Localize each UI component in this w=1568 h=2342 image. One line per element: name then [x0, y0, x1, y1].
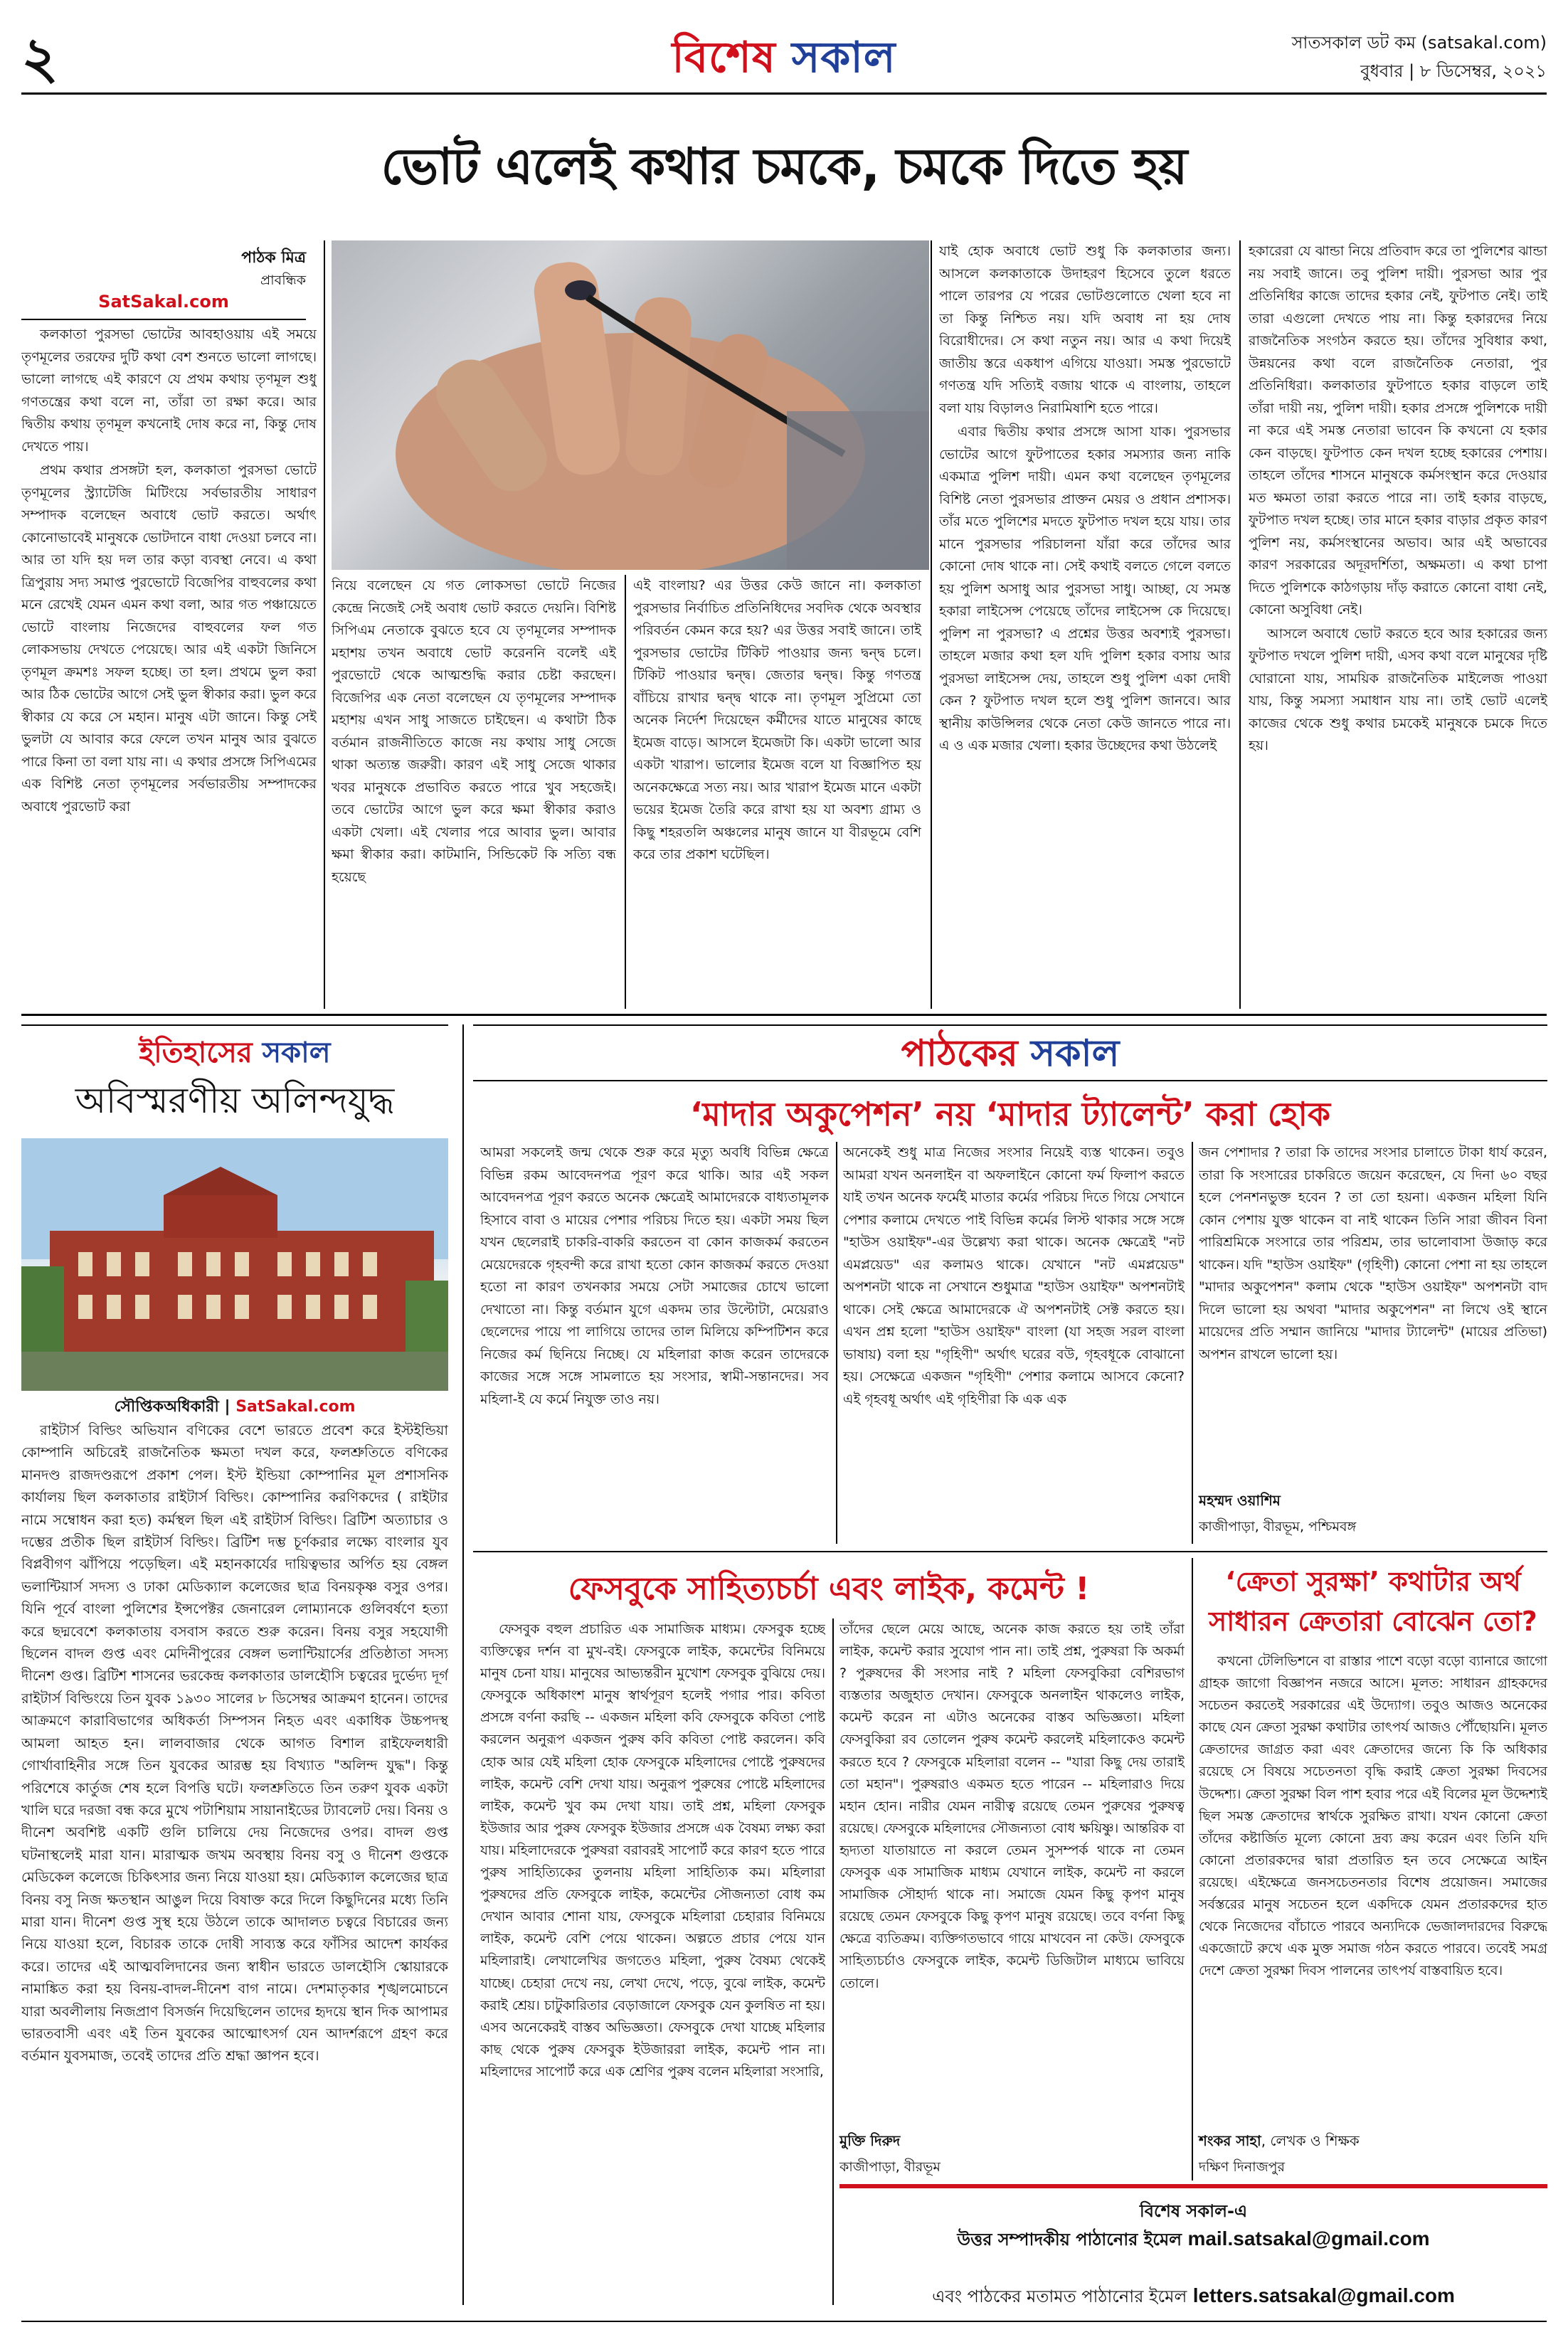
history-site: SatSakal.com	[235, 1398, 356, 1416]
history-top-rule	[21, 1024, 448, 1026]
article2-paragraph: তাঁদের ছেলে মেয়ে আছে, অনেক কাজ করতে হয় তাই তাঁরা লাইক, কমেন্ট করার সুযোগ পান না। তাই প্রশ্ন, পুরুষরা কি অকর্মা ? পুরুষদের কী সংসার নাই ? মহিলা ফেসবুকিরা বেশিরভাগ ব্যস্ততার অজুহাত দেখান। ফেসবুকে অনলাইন থাকলেও লাইক, কমেন্ট করেন না এটাও অনেকের বাস্তব অভিজ্ঞতা। মহিলা ফেসবুকিরা রব তোলেন পুরুষ কমেন্ট করলেই মহিলাকেও কমেন্ট করতে হবে ? ফেসবুকে মহিলারা বলেন -- "যারা কিছু দেয় তারাই তো মহান"। পুরুষরাও একমত হতে পারেন -- মহিলারাও দিয়ে মহান হোন। নারীর যেমন নারীত্ব রয়েছে তেমন পুরুষের পুরুষত্ব রয়েছে। ফেসবুকে মহিলাদের সৌজন্যতা বোধ ক্ষয়িষ্ণু। আন্তরিক বা হৃদ্যতা যাতায়াতে না করলে তেমন সুসম্পর্ক থাকে না তেমন ফেসবুক এক সামাজিক মাধ্যম যেখানে লাইক, কমেন্ট না করলে সামাজিক সৌহার্দ্য থাকে না। সমাজে যেমন কিছু কৃপণ মানুষ রয়েছে তেমন ফেসবুকে কিছু কৃপণ মানুষ রয়েছে। তবে বর্ণনা কিছু ক্ষেত্রে ব্যতিক্রম। ব্যক্তিগতভাবে গায়ে মাখবেন না কেউ। ফেসবুকে সাহিত্যচর্চাও ফেসবুকে লাইক, কমেন্ট ডিজিটাল মাধ্যমে ভাবিয়ে তোলে।	[839, 1622, 1185, 1991]
lead-paragraph: আসলে অবাধে ভোট করতে হবে আর হকারের জন্য ফুটপাত দখলে পুলিশ দায়ী, এসব কথা বলে মানুষের দৃষ্টি ঘোরানো যায়, সাময়িক রাজনৈতিক মাইলেজ পাওয়া যায়, কিন্তু সমস্যা সমাধান যায় না। তাই ভোট এলেই কাজের থেকে শুধু কথার চমকেই মানুষকে চমকে দিতে হয়।	[1249, 625, 1547, 753]
readers-title-rule	[473, 1080, 1547, 1081]
readers-section-title	[473, 1024, 1547, 1086]
history-author: সৌপ্তিকঅধিকারী	[114, 1398, 219, 1416]
byline-rule	[21, 319, 306, 320]
article1-location: কাজীপাড়া, বীরভূম, পশ্চিমবঙ্গ	[1199, 1519, 1357, 1535]
readers-section-part2: সকাল	[1030, 1032, 1120, 1075]
article3-body	[1199, 1650, 1547, 2120]
lead-paragraph: নিয়ে বলেছেন যে গত লোকসভা ভোটে নিজের কেন্দ্রে নিজেই সেই অবাধ ভোট করতে দেয়নি। বিশিষ্ট সিপিএম নেতাকে বুঝতে হবে যে তৃণমূলের সম্পাদক মহাশয় তখন অবাধে ভোট করেননি বলেই এই পুরভোটে থেকে আত্মশুদ্ধি করার চেষ্টা করছেন। বিজেপির এক নেতা বলেছেন যে তৃণমূলের সম্পাদক মহাশয় এখন সাধু সাজতে চাইছেন। এ কথাটা ঠিক বর্তমান রাজনীতিতে কাজে নয় কথায় সাধু সেজে থাকা অত্যন্ত জরুরী। কারণ এই সাধু সেজে থাকার খবর মানুষকে প্রভাবিত করতে পারে খুব সহজেই। তবে ভোটের আগে ভুল করে ক্ষমা স্বীকার করাও একটা খেলা। এই খেলার পরে আবার ভুল। আবার ক্ষমা স্বীকার করা। কাটমানি, সিন্ডিকেট কি সত্যি বন্ধ হয়েছে	[332, 578, 616, 885]
column-rule	[832, 1618, 834, 2305]
lead-column-5	[1249, 240, 1547, 1009]
header-rule	[21, 92, 1547, 95]
lead-paragraph: এই বাংলায়? এর উত্তর কেউ জানে না। কলকাতা পুরসভার নির্বাচিত প্রতিনিধিদের সবদিক থেকে অবস্থার পরিবর্তন কেমন করে হয়? এর উত্তর সবাই জানে। তাই পুরসভার ভোটের টিকিট পাওয়ার জন্য দ্বন্দ্ব চলে। টিকিট পাওয়ার দ্বন্দ্ব। জেতার দ্বন্দ্ব। কিন্তু গণতন্ত্র বাঁচিয়ে রাখার দ্বন্দ্ব থাকে না। তৃণমূল সুপ্রিমো তো অনেক নির্দেশ দিয়েছেন কর্মীদের যাতে মানুষের কাছে ইমেজ বাড়ে। আসলে ইমেজটা কি। একটা ভালো আর একটা খারাপ। ভালোর ইমেজ বলে যা বিজ্ঞাপিত হয় অনেকক্ষেত্রে সত্য নয়। আর খারাপ ইমেজ মানে একটা ভয়ের ইমেজ তৈরি করে রাখা হয় যা অবশ্য গ্রাম্য ও কিছু শহরতলি অঞ্চলের মানুষ জানে যা বীরভূমে বেশি করে তার প্রকাশ ঘটেছিল।	[633, 578, 921, 862]
contact-email-2[interactable]: letters.satsakal@gmail.com	[1192, 2284, 1455, 2306]
contact-line-1	[839, 2227, 1547, 2255]
lead-author: পাঠক মিত্র	[241, 249, 306, 267]
history-section-part2: সকাল	[262, 1037, 331, 1069]
lead-paragraph: যাই হোক অবাধে ভোট শুধু কি কলকাতার জন্য। আসলে কলকাতাকে উদাহরণ হিসেবে তুলে ধরতে পালে তারপর যে পরের ভোটগুলোতে খেলা হবে না তা কিন্তু নিশ্চিত নয়। যদি অবাধ না হয় দোষ বিরোধীদের। সে কথা নতুন নয়। আর এ কথা দিয়েই জাতীয় স্তরে একধাপ এগিয়ে যাওয়া। সমস্ত পুরভোটে গণতন্ত্র যদি সত্যিই বজায় থাকে এ বাংলায়, তাহলে বলা যায় বিড়ালও নিরামিষাশি হতে পারে।	[939, 243, 1231, 416]
lead-paragraph: হকারেরা যে ঝান্ডা নিয়ে প্রতিবাদ করে তা পুলিশের ঝান্ডা নয় সবাই জানে। তবু পুলিশ দায়ী। পুরসভা আর পুর প্রতিনিধির কাজে তাদের হকার নেই, ফুটপাত নেই। তাই তারা এগুলো দেখতে পায় না। কিন্তু হকারদের নিয়ে রাজনৈতিক সংগঠন করতে হয়। তাঁদের সুবিধার কথা, উন্নয়নের কথা বলে রাজনৈতিক নেতারা, পুর প্রতিনিধিরা। কলকাতার ফুটপাতে হকার বাড়লে তাই তাঁরা দায়ী নয়, পুলিশ দায়ী। হকার প্রসঙ্গে পুলিশকে দায়ী না করে এই সমস্ত নেতারা ভাবেন কি কখনো যে হকার কেন বাড়ছে। ফুটপাত কেন দখল হচ্ছে হকারের পেশায়। তাহলে তাঁদের শাসনে মানুষকে কর্মসংস্থান করে দেওয়ার মত ক্ষমতা তারা করতে পারে না। তাই হকার বাড়ছে, ফুটপাত দখল হচ্ছে। তার মানে হকার বাড়ার প্রকৃত কারণ পুলিশ নয়, কর্মসংস্থানের অভাব। আর এই অভাবের কারণ সরকারের অদূরদর্শিতা, অক্ষমতা। এ কথা চাপা দিতে পুলিশকে কাঠগড়ায় দাঁড় করাতে কোনো বাধা নেই, কোনো অসুবিধা নেই।	[1249, 243, 1547, 618]
article1-headline: ‘মাদার অকুপেশন’ নয় ‘মাদার ট্যালেন্ট’ করা হোক	[689, 1095, 1331, 1133]
lead-paragraph: প্রথম কথার প্রসঙ্গটা হল, কলকাতা পুরসভা ভোটে তৃণমূলের স্ট্র্যাটেজি মিটিংয়ে সর্বভারতীয় সাধারণ সম্পাদক বলেছেন অবাধে ভোট করতে। অর্থাৎ কোনোভাবেই মানুষকে ভোটদানে বাধা দেওয়া চলবে না। আর তা যদি হয় দল তার কড়া ব্যবস্থা নেবে। এ কথা ত্রিপুরায় সদ্য সমাপ্ত পুরভোটে বিজেপির বাহুবলের কথা মনে রেখেই যেমন এমন কথা বলা, আর গত পঞ্চায়েতে ভোটে বাংলায় নিজেদের বাহুবলের ফল গত লোকসভায় দেখতে পেয়েছে। আর এই একটা জিনিসে তৃণমূল ক্রমশঃ সফল হচ্ছে। তা হল। প্রথমে ভুল করা আর ঠিক ভোটের আগে সেই ভুল স্বীকার করা। ভুল করে স্বীকার যে করে সে মহান। মানুষ এটা জানে। কিন্তু সেই ভুলটা যে আবার করে ফেলে তখন মানুষ আর বুঝতে পারে কিনা তা বলা যায় না। এ কথার প্রসঙ্গে সিপিএমের এক বিশিষ্ট নেতা তৃণমূলের সর্বভারতীয় সম্পাদকের অবাধে পুরভোট করা	[21, 462, 317, 815]
contact-line2-text: এবং পাঠকের মতামত পাঠানোর ইমেল	[932, 2287, 1187, 2306]
page-bottom-rule	[21, 2321, 1547, 2322]
article2-location: কাজীপাড়া, বীরভূম	[839, 2159, 941, 2175]
contact-top-rule	[839, 2184, 1547, 2188]
article1-author: মহম্মদ ওয়াশিম	[1199, 1492, 1281, 1509]
section-divider	[462, 1024, 464, 2305]
voting-finger-illustration	[332, 240, 929, 570]
lead-paragraph: কলকাতা পুরসভা ভোটের আবহাওয়ায় এই সময়ে তৃণমূলের তরফের দুটি কথা বেশ শুনতে ভালো লাগছে। ভালো লাগছে এই কারণে যে প্রথম কথায় তৃণমূল শুধু গণতন্ত্রের কথা বলে না, তাঁরা তা রক্ষা করে। আর দ্বিতীয় কথায় তৃণমূল কখনোই দোষ করে না, কিন্তু দোষ দেখতে পায়।	[21, 327, 317, 455]
column-rule	[836, 1142, 837, 1544]
article3-location: দক্ষিণ দিনাজপুর	[1199, 2159, 1285, 2175]
masthead-part1: বিশেষ	[672, 33, 776, 83]
lead-site: SatSakal.com	[98, 292, 229, 312]
writers-building-illustration	[21, 1138, 448, 1391]
article2-column-2	[839, 1618, 1185, 2124]
history-byline	[21, 1394, 448, 1421]
article3-byline	[1199, 2131, 1360, 2154]
readers-section-part1: পাঠকের	[901, 1032, 1018, 1075]
column-rule	[931, 240, 932, 1009]
article1-paragraph: আমরা সকলেই জন্ম থেকে শুরু করে মৃত্যু অবধি বিভিন্ন ক্ষেত্রে বিভিন্ন রকম আবেদনপত্র পূরণ করে থাকি। আর এই সকল আবেদনপত্র পূরণ করতে অনেক ক্ষেত্রেই আমাদেরকে বাধ্যতামূলক হিসাবে বাবা ও মায়ের পেশার পরিচয় দিতে হয়। একটা সময় ছিল যখন ছেলেরাই চাকরি-বাকরি করতেন বা কোন কাজকর্ম করতেন মেয়েদেরকে গৃহবন্দী করে রাখা হতো কোন কাজকর্ম করতে দেওয়া হতো না কারণ তখনকার সময়ে সেটা সমাজের চোখে ভালো দেখাতো না। কিন্তু বর্তমান যুগে একদম তার উল্টোটা, মেয়েরাও ছেলেদের পায়ে পা লাগিয়ে তাদের তাল মিলিয়ে কম্পিটিশন করে নিজের কর্ম ছিনিয়ে নিচ্ছে। যে মহিলারা কাজ করেন তাদেরকে কাজের সঙ্গে সঙ্গে সামলাতে হয় সংসার, স্বামী-সন্তানদের। সব মহিলা-ই যে কর্মে নিযুক্ত তাও নয়।	[480, 1145, 829, 1407]
article3-author: শংকর সাহা	[1199, 2132, 1261, 2149]
article1-column-2	[843, 1142, 1185, 1544]
lead-column-1	[21, 324, 317, 1007]
voting-finger-photo	[332, 240, 929, 570]
site-name: সাতসকাল ডট কম (satsakal.com)	[1291, 33, 1547, 53]
article1-column-3	[1199, 1142, 1547, 1483]
article2-author: মুক্তি দিরুদ	[839, 2132, 901, 2149]
issue-date: বুধবার | ৮ ডিসেম্বর, ২০২১	[1360, 61, 1547, 81]
writers-building-photo	[21, 1138, 448, 1391]
article1-column-1	[480, 1142, 829, 1544]
page-number: ২	[21, 24, 59, 91]
column-rule	[324, 240, 325, 1009]
lead-bottom-rule	[21, 1014, 1547, 1016]
history-section-title	[21, 1030, 448, 1078]
lead-column-2	[332, 575, 616, 1009]
column-rule	[1239, 240, 1241, 1009]
history-headline: অবিস্মরণীয় অলিন্দযুদ্ধ	[75, 1080, 395, 1121]
contact-line1-text: উত্তর সম্পাদকীয় পাঠানোর ইমেল	[957, 2230, 1182, 2250]
history-section-part1: ইতিহাসের	[139, 1037, 253, 1069]
masthead-part2: সকাল	[791, 33, 896, 83]
column-rule	[1192, 1142, 1193, 1544]
article3-paragraph: কখনো টেলিভিশনে বা রাস্তার পাশে বড়ো বড়ো ব্যানারে জাগো গ্রাহক জাগো বিজ্ঞাপন নজরে আসে। মূলত: সাধারন গ্রাহকদের সচেতন করতেই সরকারের এই উদ্যোগ। তবুও আজও অনেকের কাছে যেন ক্রেতা সুরক্ষা কথাটার তাৎপর্য আজও পৌঁছোয়নি। মূলত ক্রেতাদের জাগ্রত করা এবং ক্রেতাদের জন্যে কি কি অধিকার রয়েছে সে বিষয়ে সচেতনতা বৃদ্ধি করাই ক্রেতা সুরক্ষা দিবসের উদ্দেশ্য। ক্রেতা সুরক্ষা বিল পাশ হবার পরে এই বিলের মূল উদ্দেশ্যই ছিল সমস্ত ক্রেতাদের স্বার্থকে সুরক্ষিত রাখা। যখন কোনো ক্রেতা তাঁদের কষ্টার্জিত মূল্যে কোনো দ্রব্য ক্রয় করেন এবং তিনি যদি কোনো প্রতারকদের দ্বারা প্রতারিত হন তবে সেক্ষেত্রে আইন রয়েছে। এইক্ষেত্রে জনসচেতনতার বিশেষ প্রয়োজন। সমাজের সর্বস্তরের মানুষ সচেতন হলে একদিকে যেমন প্রতারকদের হাত থেকে নিজেদের বাঁচাতে পারবে অন্যদিকে ভেজালদারদের বিরুদ্ধে একজোটে রুখে এক মুক্ত সমাজ গঠন করতে পারবে। তবেই সমগ্র দেশে ক্রেতা সুরক্ষা দিবস পালনের তাৎপর্য বাস্তবায়িত হবে।	[1199, 1654, 1547, 1979]
lead-column-3	[633, 575, 921, 1009]
article1-bottom-rule	[473, 1551, 1547, 1552]
article2-paragraph: ফেসবুক বহুল প্রচারিত এক সামাজিক মাধ্যম। ফেসবুক হচ্ছে ব্যক্তিত্বের দর্শন বা মুখ-বই। ফেসবুকে লাইক, কমেন্টের বিনিময়ে মানুষ চেনা যায়। মানুষের আভ্যন্তরীন মুখোশ ফেসবুক বুঝিয়ে দেয়। ফেসবুকে অধিকাংশ মানুষ স্বার্থপূরণ হলেই পগার পার। কবিতা প্রসঙ্গে বর্ণনা করছি -- একজন মহিলা কবি ফেসবুকে কবিতা পোষ্ট করলেন অনুরূপ একজন পুরুষ কবি কবিতা পোষ্ট করলেন। কবি হোক আর যেই মহিলা হোক ফেসবুকে মহিলাদের পোষ্টে পুরুষদের লাইক, কমেন্ট বেশি দেখা যায়। অনুরূপ পুরুষের পোষ্টে মহিলাদের লাইক, কমেন্ট খুব কম দেখা যায়। তাই প্রশ্ন, মহিলা ফেসবুক ইউজার আর পুরুষ ফেসবুক ইউজার প্রসঙ্গে এক বৈষম্য লক্ষ্য করা যায়। মহিলাদেরকে পুরুষরা বরাবরই সাপোর্ট করে কারণ হতে পারে পুরুষ সাহিত্যিকের তুলনায় মহিলা সাহিত্যিক কম। মহিলারা পুরুষদের প্রতি ফেসবুকে লাইক, কমেন্টের সৌজন্যতা বোধ কম দেখান আবার শোনা যায়, ফেসবুকে মহিলারা চেহারার বিনিময়ে লাইক, কমেন্ট বেশি পেয়ে থাকেন। অল্পতে প্রচার পেয়ে যান মহিলারাই। লেখালেখির জগতেও মহিলা, পুরুষ বৈষম্য থেকেই যাচ্ছে। চেহারা দেখে নয়, লেখা দেখে, পড়ে, বুঝে লাইক, কমেন্ট করাই শ্রেয়। চাটুকারিতার বেড়াজালে ফেসবুক যেন কুলষিত না হয়। এসব অনেকেরই বাস্তব অভিজ্ঞতা। ফেসবুকে দেখা যাচ্ছে মহিলার কাছ থেকে পুরুষ ফেসবুক ইউজাররা লাইক, কমেন্ট পান না। মহিলাদের সাপোর্ট করে এক শ্রেণির পুরুষ বলেন মহিলারা সংসারি,	[480, 1622, 825, 2079]
history-body	[21, 1419, 448, 2291]
article3-headline: ‘ক্রেতা সুরক্ষা’ কথাটার অর্থ সাধারন ক্রেতারা বোঝেন তো?	[1209, 1566, 1537, 1637]
column-rule	[1192, 1558, 1193, 2181]
lead-paragraph: এবার দ্বিতীয় কথার প্রসঙ্গে আসা যাক। পুরসভার ভোটের আগে ফুটপাতের হকার সমস্যার জন্য নাকি একমাত্র পুলিশ দায়ী। এমন কথা বলেছেন তৃণমূলের বিশিষ্ট নেতা পুরসভার প্রাক্তন মেয়র ও প্রধান প্রশাসক। তাঁর মতে পুলিশের মদতে ফুটপাত দখল হয়ে যায়। তার মানে পুরসভার পরিচালনা যাঁরা করে তাঁদের আর কোনো দোষ থাকে না। সেই কথাই বলতে গেলে বলতে হয় পুলিশ অসাধু আর পুরসভা সাধু। আচ্ছা, যে সমস্ত হকারা লাইসেন্স পেয়েছে তাঁদের লাইসেন্স কে দিয়েছে। পুলিশ না পুরসভা? এ প্রশ্নের উত্তর অবশ্যই পুরসভা। তাহলে মজার কথা হল যদি পুলিশ হকার বসায় আর পুরসভা লাইসেন্স দেয়, তাহলে শুধু পুলিশ একা দোষী কেন ? ফুটপাত দখল হলে শুধু পুলিশ জানবে। আর স্থানীয় কাউন্সিলর থেকে নেতা কেউ জানতে পারে না। এ ও এক মজার খেলা। হকার উচ্ছেদের কথা উঠলেই	[939, 424, 1231, 753]
article3-author-role: , লেখক ও শিক্ষক	[1261, 2132, 1360, 2149]
lead-headline: ভোট এলেই কথার চমকে, চমকে দিতে হয়	[381, 137, 1187, 196]
history-separator: |	[224, 1398, 236, 1416]
contact-email-1[interactable]: mail.satsakal@gmail.com	[1187, 2227, 1430, 2250]
column-rule	[625, 575, 626, 1009]
article1-paragraph: জন পেশাদার ? তারা কি তাদের সংসার চালাতে টাকা ধার্য করেন, তারা কি সংসারের চাকরিতে জয়েন করেছেন, যে দিনা ৬০ বছর হলে পেনশনভুক্ত হবেন ? তা তো হয়না। একজন মহিলা যিনি কোন পেশায় যুক্ত থাকেন বা নাই থাকেন তিনি সারা জীবন বিনা পারিশ্রমিকে সংসারে তার পরিশ্রম, তার ভালোবাসা উজাড় করে থাকেন। যদি "হাউস ওয়াইফ" (গৃহিণী) কোনো পেশা না হয় তাহলে "মাদার অকুপেশন" কলাম থেকে "হাউস ওয়াইফ" অপশনটা বাদ দিলে ভালো হয় অথবা "মাদার অকুপেশন" না লিখে ওই স্থানে মায়েদের প্রতি সম্মান জানিয়ে "মাদার ট্যালেন্ট" (মায়ের প্রতিভা) অপশন রাখলে ভালো হয়।	[1199, 1145, 1547, 1362]
lead-column-4	[939, 240, 1231, 1009]
contact-title: বিশেষ সকাল-এ	[1139, 2201, 1248, 2221]
history-paragraph: রাইটার্স বিল্ডিং অভিযান বণিকের বেশে ভারতে প্রবেশ করে ইস্টইন্ডিয়া কোম্পানি অচিরেই রাজনৈতিক ক্ষমতা দখল করে, ফলশ্রুতিতে বণিকের মানদণ্ড রাজদণ্ডরূপে প্রকাশ পেল। ইস্ট ইন্ডিয়া কোম্পানির মূল প্রশাসনিক কার্যালয় ছিল কলকাতার রাইটার্স বিল্ডিং। কোম্পানির করণিকদের ( রাইটার নামে সম্বোধন করা হত) কর্মস্থল ছিল এই রাইটার্স বিল্ডিং। ব্রিটিশ অত্যাচার ও দম্ভের প্রতীক ছিল রাইটার্স বিল্ডিং। ব্রিটিশ দম্ভ চূর্ণকরার লক্ষ্যে বাংলার যুব বিপ্লবীগণ ঝাঁপিয়ে পড়েছিল। এই মহানকার্যের দায়িত্বভার অর্পিত হয় বেঙ্গল ভলান্টিয়ার্স সদস্য ও ঢাকা মেডিক্যাল কলেজের ছাত্র বিনয়কৃষ্ণ বসুর ওপর। যিনি পূর্বে বাংলা পুলিশের ইন্সপেক্টর জেনারেল লোম্যানকে গুলিবর্ষণে হত্যা করে ছদ্মবেশে কলকাতায় বসবাস করতে শুরু করেন। বিনয় বসুর সহযোগী ছিলেন বাদল গুপ্ত এবং মেদিনীপুরের বেঙ্গল ভলান্টিয়ার্সের প্রতিষ্ঠাতা সদস্য দীনেশ গুপ্ত। ব্রিটিশ শাসনের ভরকেন্দ্র কলকাতার ডালহৌসি চত্বরের দুর্ভেদ্য দূর্গ রাইটার্স বিল্ডিংয়ে তিন যুবক ১৯৩০ সালের ৮ ডিসেম্বর আক্রমণ হানেন। তাদের আক্রমণে কারাবিভাগের অধিকর্তা সিম্পসন নিহত এবং একাধিক উচ্চপদস্থ আমলা আহত হন। লালবাজার থেকে আগত বিশাল রাইফেলধারী গোর্খাবাহিনীর সঙ্গে তিন যুবকের আরম্ভ হয় বিখ্যাত "অলিন্দ যুদ্ধ"। কিন্তু পরিশেষে কার্তুজ শেষ হলে বিপত্তি ঘটে। ফলশ্রুতিতে তিন তরুণ যুবক একটা খালি ঘরে দরজা বন্ধ করে মুখে পটাশিয়াম সায়ানাইডের ট্যাবলেট দেয়। বিনয় ও দীনেশ অবশিষ্ট একটি গুলি চালিয়ে দেয় নিজেদের ওপর। বাদল গুপ্ত ঘটনাস্থলেই মারা যান। মারাত্মক জখম অবস্থায় বিনয় বসু ও দীনেশ গুপ্তকে মেডিকেল কলেজে চিকিৎসার জন্য নিয়ে যাওয়া হয়। মেডিক্যাল কলেজের ছাত্র বিনয় বসু নিজ ক্ষতস্থান আঙুল দিয়ে বিষাক্ত করে দিলে কিছুদিনের মধ্যে তিনি মারা যান। দীনেশ গুপ্ত সুস্থ হয়ে উঠলে তাকে আদালত চত্বরে বিচারের জন্য নিয়ে যাওয়া হলে, বিচারক তাকে দোষী সাব্যস্ত করে ফাঁসির আদেশ কার্যকর করে। তাদের এই আত্মবলিদানের জন্য স্বাধীন ভারতে ডালহৌসি স্কোয়ারকে নামাঙ্কিত করা হয় বিনয়-বাদল-দীনেশ বাগ নামে। দেশমাতৃকার শৃঙ্খলমোচনে যারা অবলীলায় নিজপ্রাণ বিসর্জন দিয়েছিলেন তাদের হৃদয়ে স্থান দিক আপামর ভারতবাসী এবং এই তিন যুবকের আত্মোৎসর্গ যেন আদর্শরূপে গ্রহণ করে বর্তমান যুবসমাজ, তবেই তাদের প্রতি শ্রদ্ধা জ্ঞাপন হবে।	[21, 1422, 448, 2065]
article2-column-1	[480, 1618, 825, 2305]
article1-paragraph: অনেকেই শুধু মাত্র নিজের সংসার নিয়েই ব্যস্ত থাকেন। তবুও আমরা যখন অনলাইন বা অফলাইনে কোনো ফর্ম ফিলাপ করতে যাই তখন অনেক ফর্মেই মাতার কর্মের পরিচয় দিতে গিয়ে সেখানে পেশার কলামে দেখতে পাই বিভিন্ন কর্মের লিস্ট থাকার সঙ্গে সঙ্গে "হাউস ওয়াইফ"-এর উল্লেখ্য করা থাকে। অনেক ক্ষেত্রেই "নট এমপ্লয়েড" এর কলামও থাকে। যেখানে "নট এমপ্লয়েড" অপশনটা থাকে না সেখানে শুধুমাত্র "হাউস ওয়াইফ" অপশনটাই থাকে। সেই ক্ষেত্রে আমাদেরকে ঐ অপশনটাই সেক্ট করতে হয়। এখন প্রশ্ন হলো "হাউস ওয়াইফ" বাংলা (যা সহজ সরল বাংলা ভাষায়) বলা হয় "গৃহিণী" অর্থাৎ ঘরের বউ, গৃহবধূকে বোঝানো হয়। সেক্ষেত্রে একজন "গৃহিণী" পেশার কলামে আসবে কেনো? এই গৃহবধূ অর্থাৎ এই গৃহিণীরা কি এক এক	[843, 1145, 1185, 1407]
lead-author-role: প্রাবন্ধিক	[260, 272, 306, 288]
contact-line-2	[839, 2284, 1547, 2312]
article2-headline: ফেসবুকে সাহিত্যচর্চা এবং লাইক, কমেন্ট !	[568, 1571, 1090, 1607]
